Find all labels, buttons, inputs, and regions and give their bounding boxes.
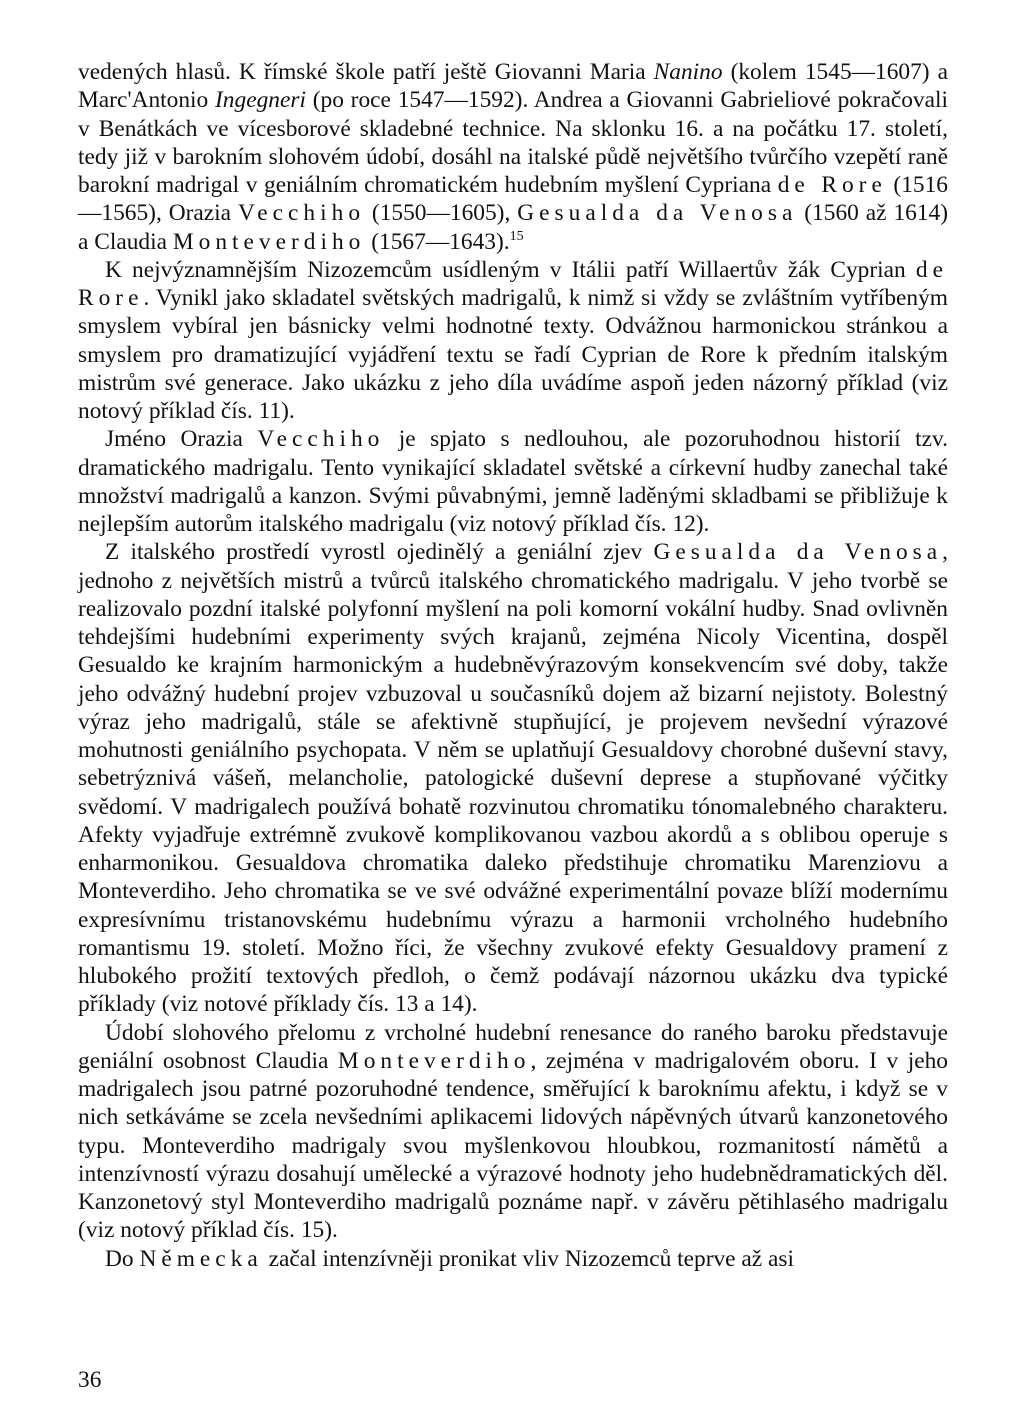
composer-name-italic: Ingegneri xyxy=(215,87,306,114)
text-run: (1516—1565), Orazia xyxy=(78,172,948,227)
body-text xyxy=(78,58,948,1273)
text-run: Z italského prostředí vyrostl ojedinělý a geniální zjev xyxy=(105,539,654,566)
paragraph-2 xyxy=(78,256,948,426)
text-run: Do xyxy=(105,1245,140,1272)
text-run: Údobí slohového přelomu z vrcholné hudební renesance do raného baroku představuje geniální osobnost Claudia xyxy=(78,1019,948,1074)
text-run: vedených hlasů. K římské škole patří ještě Giovanni Maria xyxy=(78,59,654,85)
text-run: (1567—1643). xyxy=(365,228,510,255)
paragraph-1 xyxy=(78,58,948,256)
spaced-name: Vecchiho xyxy=(237,200,366,227)
text-run: , jednoho z největších mistrů a tvůrců italského chromatického madrigalu. V jeho tvorbě se realizovalo pozdní italské polyfonní myšlení na poli komorní vokální hudby. Snad ovlivněn tehdejšími hudebními experimenty svých krajanů, zejména Nicoly Vicentina, dospěl Gesualdo ke krajním harmonickým a hudebněvýrazovým konsekvencím své doby, takže jeho odvážný hudební projev vzbuzoval u současníků dojem až bizarní nejistoty. Bolestný výraz jeho madrigalů, stále se afektivně stupňující, je projevem nevšední výrazové mohutnosti geniálního psychopata. V něm se uplatňují Gesualdovy chorobné duševní stavy, sebetrýznivá vášeň, melancholie, patologické duševní deprese a stupňované výčitky svědomí. V madrigalech používá bohatě rozvinutou chromatiku tónomalebného charakteru. Afekty vyjadřuje extrémně zvukově komplikovanou vazbou akordů a s oblibou operuje s enharmonikou. Gesualdova chromatika daleko předstihuje chromatiku Marenziovu a Monteverdiho. Jeho chromatika se ve své odvážné experimentální povaze blíží modernímu expresívnímu tristanovskému hudebnímu výrazu a harmonii vrcholného hudebního romantismu 19. století. Možno říci, že všechny zvukové efekty Gesualdovy pramení z hlubokého prožití textových předloh, o čemž podávají názornou ukázku dva typické příklady (viz notové příklady čís. 13 a 14). xyxy=(78,539,948,1018)
text-run: , zejména v madrigalovém oboru. I v jeho madrigalech jsou patrné pozoruhodné tendence, směřující k baroknímu afektu, i když se v nich setkáváme se zcela nevšedními aplikacemi lidových nápěvných útvarů kanzonetového typu. Monteverdiho madrigaly svou myšlenkovou hloubkou, rozmanitostí námětů a intenzívností výrazu dosahují umělecké a výrazové hodnoty jeho hudebnědramatických děl. Kanzonetový styl Monteverdiho madrigalů poznáme např. v závěru pětihlasého madrigalu (viz notový příklad čís. 15). xyxy=(78,1047,948,1244)
spaced-name: Gesualda da Venosa xyxy=(517,200,798,227)
text-run: K nejvýznamnějším Nizozemcům usídleným v Itálii patří Willaertův žák Cyprian xyxy=(105,256,916,283)
spaced-name: de Rore xyxy=(78,256,948,311)
text-run: je spjato s nedlouhou, ale pozoruhodnou historií tzv. dramatického madrigalu. Tento vynikající skladatel světské a církevní hudby zanechal také množství madrigalů a kanzon. Svými půvabnými, jemně laděnými skladbami se přibližuje k nejlepším autorům italského madrigalu (viz notový příklad čís. 12). xyxy=(78,426,948,537)
text-run: začal intenzívněji pronikat vliv Nizozemců teprve až asi xyxy=(262,1245,795,1272)
page-number: 36 xyxy=(78,1367,102,1393)
paragraph-3 xyxy=(78,425,948,538)
footnote-marker: 15 xyxy=(509,228,524,244)
spaced-name: Gesualda da Venosa xyxy=(653,539,943,566)
paragraph-6 xyxy=(78,1245,948,1273)
spaced-name: Monteverdiho xyxy=(172,228,366,255)
text-run: Jméno Orazia xyxy=(105,426,258,453)
paragraph-4 xyxy=(78,538,948,1018)
spaced-name: de Rore xyxy=(777,172,887,198)
spaced-name: Monteverdiho xyxy=(337,1047,531,1074)
paragraph-5 xyxy=(78,1019,948,1245)
text-run: (1550—1605), xyxy=(365,200,518,227)
text-run: (po roce 1547—1592). Andrea a Giovanni Gabrieliové pokračovali v Benátkách ve vícesborové skladebné technice. Na sklonku 16. a na počátku 17. století, tedy již v barokním slohovém údobí, dosáhl na italské půdě největšího tvůrčího vzepětí raně barokní madrigal v geniálním chromatickém hudebním myšlení Cypriana xyxy=(78,87,948,198)
spaced-name: Německa xyxy=(139,1245,263,1272)
text-run: (1560 až 1614) a Claudia xyxy=(78,200,949,255)
text-run: . Vynikl jako skladatel světských madrigalů, k nimž si vždy se zvláštním vytříbeným smyslem vybíral jen básnicky velmi hodnotné texty. Odvážnou harmonickou stránkou a smyslem pro dramatizující vyjádření textu se řadí Cyprian de Rore k předním italským mistrům své generace. Jako ukázku z jeho díla uvádíme aspoň jeden názorný příklad (viz notový příklad čís. 11). xyxy=(78,285,948,424)
spaced-name: Vecchiho xyxy=(257,426,385,453)
text-run: (kolem 1545—1607) a Marc'Antonio xyxy=(78,59,949,114)
composer-name-italic: Nanino xyxy=(653,59,723,85)
